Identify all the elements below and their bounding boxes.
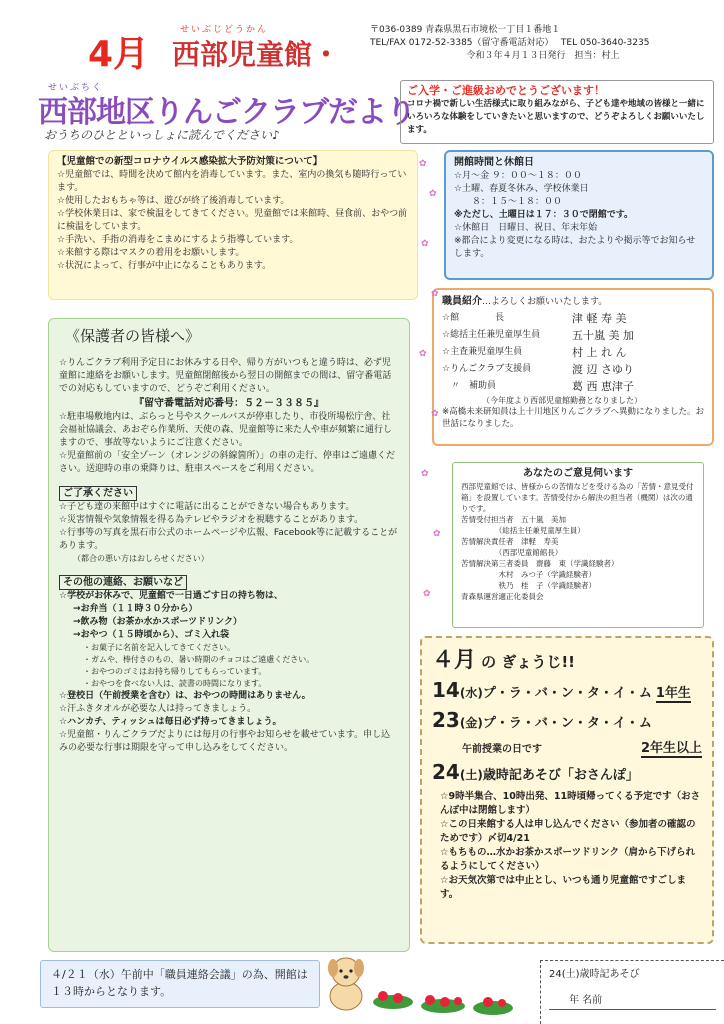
staff-row (442, 310, 704, 327)
issue-line: 令和３年４月１３日発行 担当：村上 (466, 51, 620, 61)
staff-meeting-notice (40, 960, 320, 1008)
event-name: プ・ラ・バ・ン・タ・イ・ム (482, 686, 652, 701)
bring-note: ・お菓子に名前を記入してきてください。 (83, 643, 235, 652)
understand-item: ☆子ども達の来館中はすぐに電話に出ることができない場合もあります。 (59, 502, 355, 512)
hours-line: ☆月～金 ９：００～１８：００ (454, 171, 582, 181)
other-item: ☆ハンカチ、ティッシュは毎日必ず持ってきましょう。 (59, 717, 282, 727)
address-line: 〒036-0389 青森県黒石市境松一丁目１番地１ (370, 25, 561, 35)
event-detail: ☆もちもの…水かお茶かスポーツドリンク（肩から下げられるようにしてください） (440, 847, 695, 872)
hours-title: 開館時間と休館日 (454, 157, 534, 168)
newsletter-subtitle: おうちのひとといっしょに読んでください♪ (44, 128, 280, 142)
list-item: ☆手洗い、手指の消毒をこまめにするよう指導しています。 (57, 235, 299, 245)
parents-title: 《保護者の皆様へ》 (65, 327, 201, 345)
staff-name: 渡 辺 さゆり (572, 363, 634, 376)
dog-icon (328, 958, 364, 1010)
parents-p1: ☆りんごクラブ利用予定日にお休みする日や、帰り方がいつもと違う時は、必ず児童館に連絡をお願いします。児童館閉館後から翌日の開館までの間は、留守番電話での対応もしていますので、どうぞご利用ください。 (59, 358, 392, 394)
understand-item: ☆行事等の写真を黒石市公式のホームページや広報、Facebook等に記載することがあります。 (59, 528, 398, 551)
staff-title: 職員紹介 (442, 296, 482, 307)
events-title-rest: の ぎょうじ!! (481, 653, 576, 671)
other-item: ☆登校日（午前授業を含む）は、おやつの時間はありません。 (59, 691, 311, 701)
event-name: プ・ラ・バ・ン・タ・イ・ム (482, 716, 652, 731)
list-item: ☆使用したおもちゃ等は、遊びが終了後消毒しています。 (57, 196, 290, 206)
other-title: その他の連絡、お願いなど (59, 575, 187, 590)
staff-row (442, 344, 704, 361)
opinion-line: 苦情解決第三者委員 齋藤 東（学識経験者） (461, 559, 619, 568)
welcome-title: ご入学・ご進級おめでとうございます！ (407, 84, 605, 97)
notice-text: ４/２１（水）午前中「職員連絡会議」の為、開館は１３時からとなります。 (51, 968, 308, 998)
staff-row (442, 327, 704, 344)
blossom-icon: ✿ (433, 529, 441, 539)
list-item: ☆児童館では、時間を決めて館内を消毒しています。また、室内の換気も随時行っています。 (57, 170, 407, 193)
event-subline (432, 737, 702, 758)
parents-p2: ☆駐車場敷地内は、ぶらっと号やスクールバスが停車したり、市役所場松庁舎、社会福祉協議会、あおぞら作業所、天使の森、児童館等に来た人や車が頻繁に通行しますので、事故等ないようにご注意ください。 (59, 412, 393, 448)
slip-name-row[interactable] (549, 993, 716, 1010)
hours-line: ※都合により変更になる時は、おたよりや掲示等でお知らせします。 (454, 236, 696, 259)
staff-role: ☆総括主任兼児童厚生員 (442, 330, 541, 340)
morning-class-note: 午前授業の日です (462, 744, 542, 755)
staff-note: （今年度より西部児童館勤務となりました） (482, 396, 642, 405)
blossom-decoration (415, 150, 445, 630)
bring-title: ☆学校がお休みで、児童館で一日過ごす日の持ち物は、 (59, 591, 283, 601)
understand-item: ☆災害情報や気象情報を得る為テレビやラジオを視聴することがあります。 (59, 515, 364, 525)
bring-note: ・おやつを食べない人は、読書の時間になります。 (83, 679, 267, 688)
other-item: ☆汗ふきタオルが必要な人は持ってきましょう。 (59, 704, 257, 714)
covid-title: 【児童館での新型コロナウイルス感染拡大予防対策について】 (57, 156, 323, 167)
staff-name: 五十嵐 美 加 (572, 329, 634, 342)
parents-box (48, 318, 410, 952)
opinion-line: 苦情受付担当者 五十嵐 美加 (461, 515, 566, 524)
understand-note: （都合の悪い方はおしらせください） (73, 554, 209, 563)
slip-name-label: 年 名前 (569, 995, 603, 1006)
org-ruby: せいぶじどうかん (180, 25, 269, 35)
parents-p3: ☆児童館前の「安全ゾーン（オレンジの斜線箇所）」の車の走行、停車はご遠慮ください。送迎時の車の乗降りは、駐車スペースをご利用ください。 (59, 451, 395, 474)
staff-role: 〃 補助員 (442, 381, 497, 391)
staff-role: ☆りんごクラブ支援員 (442, 364, 532, 374)
opinion-body: 西部児童館では、皆様からの苦情などを受ける為の「苦情・意見受付箱」を設置しています。苦情受付から解決の担当者（機関）は次の通りです。 (461, 482, 694, 513)
list-item: ☆状況によって、行事が中止になることもあります。 (57, 261, 272, 271)
slip-title: 24(土)歳時記あそび (549, 969, 640, 980)
event-detail: ☆9時半集合、10時出発、11時頃帰ってくる予定です（おさんぽ中は閉館します） (440, 791, 701, 816)
event-detail: ☆この日来館する人は申し込んでください（参加者の確認のためです）〆切4/21 (440, 819, 696, 844)
list-item: ☆来館する際はマスクの着用をお願いします。 (57, 248, 245, 258)
contact-line (370, 37, 649, 50)
event-day: (水) (459, 686, 483, 700)
opinion-line: （総括主任兼児童厚生員） (461, 526, 585, 535)
bring-item: →お弁当（１１時３０分から） (73, 604, 198, 614)
covid-measures-box (48, 150, 418, 300)
covid-list (57, 169, 409, 273)
strawberry-icon (373, 991, 513, 1015)
event-grade: 2年生以上 (641, 737, 702, 758)
bring-item: →飲み物（お茶か水かスポーツドリンク） (73, 617, 243, 627)
blossom-icon: ✿ (431, 409, 439, 419)
saturday-note: ※ただし、土曜日は１７：３０で閉館です。 (454, 210, 634, 220)
event-item (432, 707, 702, 737)
event-day: (金) (459, 716, 483, 730)
hours-line: ８：１５～１８：００ (454, 197, 563, 207)
welcome-box (400, 80, 714, 144)
hours-line: ☆休館日 日曜日、祝日、年末年始 (454, 223, 598, 233)
blossom-icon: ✿ (423, 589, 431, 599)
understand-title: ご了承ください (59, 486, 137, 501)
org-name: 西部児童館・ (172, 38, 341, 71)
event-date: 23 (432, 708, 460, 732)
events-title-month: ４月 (432, 648, 477, 673)
staff-row (442, 361, 704, 378)
staff-heading (442, 294, 704, 310)
other-item: ☆児童館・りんごクラブだよりには毎月の行事やお知らせを載せています。申し込みの必要な行事は期限を守って申し込みをしてください。 (59, 730, 391, 753)
staff-name: 葛 西 恵津子 (572, 380, 634, 393)
header-address (370, 24, 649, 63)
staff-transfer-note: ※高橋未来研知員は上十川地区りんごクラブへ異動になりました。お世話になりました。 (442, 407, 704, 429)
list-item: ☆学校休業日は、家で検温をしてきてください。児童館では来館時、昼食前、おやつ前に検温をしています。 (57, 209, 408, 232)
opinion-line: 青森県運営適正化委員会 (461, 592, 544, 601)
bring-note: ・おやつのゴミはお持ち帰りしてもらっています。 (83, 667, 267, 676)
blossom-icon: ✿ (429, 189, 437, 199)
hours-line: ☆土曜、春夏冬休み、学校休業日 (454, 184, 589, 194)
staff-name: 村 上 れ ん (572, 346, 627, 359)
answering-machine-number: 『留守番電話対応番号：５２－３３８５』 (134, 398, 324, 409)
issue-month: 4月 (88, 34, 150, 75)
event-item (432, 677, 702, 707)
opinion-title: あなたのご意見伺います (523, 468, 633, 479)
staff-intro: …よろしくお願いいたします。 (482, 297, 608, 307)
staff-role: ☆館 長 (442, 313, 505, 323)
event-item (432, 758, 702, 790)
blossom-icon: ✿ (419, 159, 427, 169)
event-name: 歳時記あそび「おさんぽ」 (482, 768, 639, 783)
dog-strawberry-illustration (318, 950, 518, 1022)
opinion-line: 木村 みつ子（学識経験者） (461, 570, 596, 579)
event-grade: 1年生 (655, 686, 691, 701)
opinion-line: 苦情解決責任者 津軽 寿美 (461, 537, 559, 546)
staff-box (432, 288, 714, 446)
opinion-line: 秩乃 桂 子（学識経験者） (461, 581, 596, 590)
bring-note: ・ガムや、棒付きのもの、暑い時期のチョコはご遠慮ください。 (83, 655, 315, 664)
staff-name: 津 軽 寿 美 (572, 312, 627, 325)
title-ruby: せいぶちく (48, 83, 104, 93)
opening-hours-box (444, 150, 714, 280)
newsletter-title: 西部地区りんごクラブだより (38, 95, 415, 130)
blossom-icon: ✿ (421, 469, 429, 479)
signup-slip (540, 960, 724, 1024)
staff-role: ☆主査兼児童厚生員 (442, 347, 523, 357)
tel-fax: TEL/FAX 0172-52-3385（留守番電話対応） (370, 38, 550, 48)
tel: TEL 050-3640-3235 (560, 38, 650, 48)
event-detail: ☆お天気次第では中止とし、いつも通り児童館ですごします。 (440, 875, 687, 900)
opinion-line: （西部児童館館長） (461, 548, 563, 557)
events-title (432, 646, 702, 677)
bring-item: →おやつ（１５時頃から）、ゴミ入れ袋 (73, 630, 230, 640)
blossom-icon: ✿ (421, 239, 429, 249)
event-day: (土) (459, 768, 483, 782)
staff-row (442, 378, 704, 395)
event-date: 14 (432, 678, 460, 702)
opinion-box (452, 462, 704, 628)
blossom-icon: ✿ (431, 289, 439, 299)
events-box (420, 636, 714, 944)
blossom-icon: ✿ (419, 349, 427, 359)
event-date: 24 (432, 760, 460, 784)
welcome-body: コロナ禍で新しい生活様式に取り組みながら、子ども達や地域の皆様と一緒にいろいろな体験をしていきたいと思いますので、どうぞよろしくお願いいたします。 (407, 99, 705, 135)
